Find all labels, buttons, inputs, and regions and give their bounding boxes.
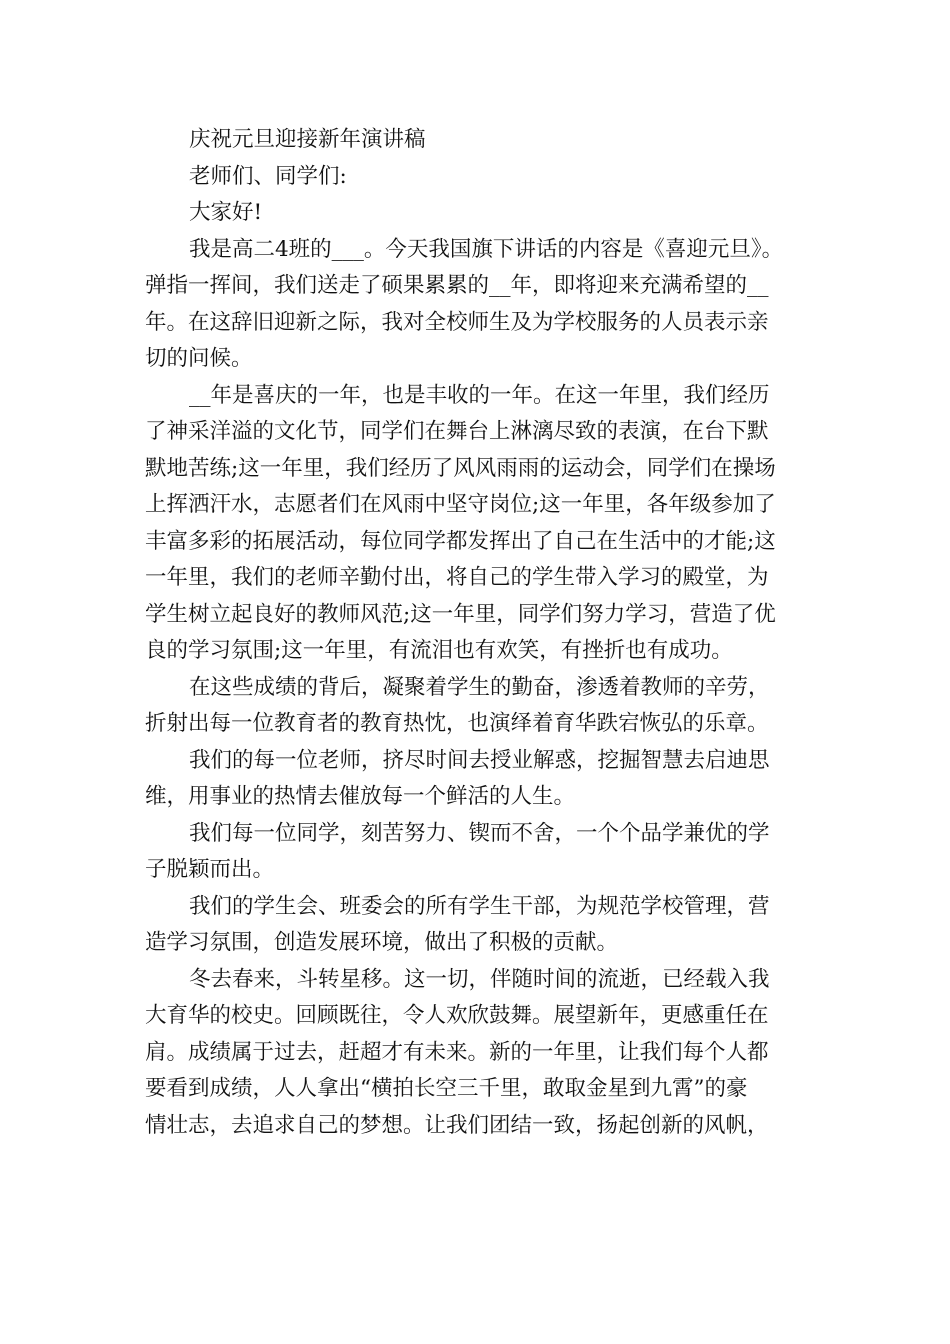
paragraph-line: 上挥洒汗水，志愿者们在风雨中坚守岗位;这一年里，各年级参加了	[145, 492, 776, 517]
paragraph-line: 良的学习氛围;这一年里，有流泪也有欢笑，有挫折也有成功。	[145, 638, 733, 663]
paragraph-line: 我是高二4班的___。今天我国旗下讲话的内容是《喜迎元旦》。	[189, 236, 784, 262]
hello-line: 大家好!	[189, 200, 263, 225]
paragraph-line: 子脱颖而出。	[145, 857, 275, 882]
paragraph-line: 丰富多彩的拓展活动，每位同学都发挥出了自己在生活中的才能;这	[145, 528, 776, 554]
paragraph-line: 在这些成绩的背后，凝聚着学生的勤奋，渗透着教师的辛劳，	[189, 674, 770, 700]
paragraph-line: 情壮志，去追求自己的梦想。让我们团结一致，扬起创新的风帆，	[145, 1112, 769, 1138]
paragraph-line: 大育华的校史。回顾既往，令人欢欣鼓舞。展望新年，更感重任在	[145, 1003, 769, 1028]
paragraph-line: 年。在这辞旧迎新之际，我对全校师生及为学校服务的人员表示亲	[145, 309, 769, 335]
speech-title: 庆祝元旦迎接新年演讲稿	[189, 127, 426, 152]
greeting-line: 老师们、同学们:	[189, 163, 347, 189]
paragraph-line: 了神采洋溢的文化节，同学们在舞台上淋漓尽致的表演，在台下默	[145, 419, 769, 444]
paragraph-line: 弹指一挥间，我们送走了硕果累累的__年，即将迎来充满希望的__	[145, 273, 769, 298]
paragraph-line: 肩。成绩属于过去，赶超才有未来。新的一年里，让我们每个人都	[145, 1039, 769, 1065]
paragraph-line: 我们的学生会、班委会的所有学生干部，为规范学校管理，营	[189, 893, 770, 919]
paragraph-line: 切的问候。	[145, 346, 253, 371]
paragraph-line: 要看到成绩，人人拿出“横拍长空三千里，敢取金星到九霄”的豪	[145, 1076, 748, 1101]
paragraph-line: 我们每一位同学，刻苦努力、锲而不舍，一个个品学兼优的学	[189, 820, 770, 846]
paragraph-line: 造学习氛围，创造发展环境，做出了积极的贡献。	[145, 930, 619, 955]
paragraph-line: __年是喜庆的一年，也是丰收的一年。在这一年里，我们经历	[189, 382, 770, 408]
paragraph-line: 我们的每一位老师，挤尽时间去授业解惑，挖掘智慧去启迪思	[189, 747, 770, 773]
paragraph-line: 冬去春来，斗转星移。这一切，伴随时间的流逝，已经载入我	[189, 966, 770, 992]
paragraph-line: 一年里，我们的老师辛勤付出，将自己的学生带入学习的殿堂，为	[145, 565, 769, 590]
paragraph-line: 折射出每一位教育者的教育热忱，也演绎着育华跌宕恢弘的乐章。	[145, 711, 769, 736]
speech-text	[145, 122, 865, 1144]
paragraph-line: 学生树立起良好的教师风范;这一年里，同学们努力学习，营造了优	[145, 601, 776, 627]
paragraph-line: 维，用事业的热情去催放每一个鲜活的人生。	[145, 784, 576, 809]
paragraph-line: 默地苦练;这一年里，我们经历了风风雨雨的运动会，同学们在操场	[145, 455, 776, 481]
